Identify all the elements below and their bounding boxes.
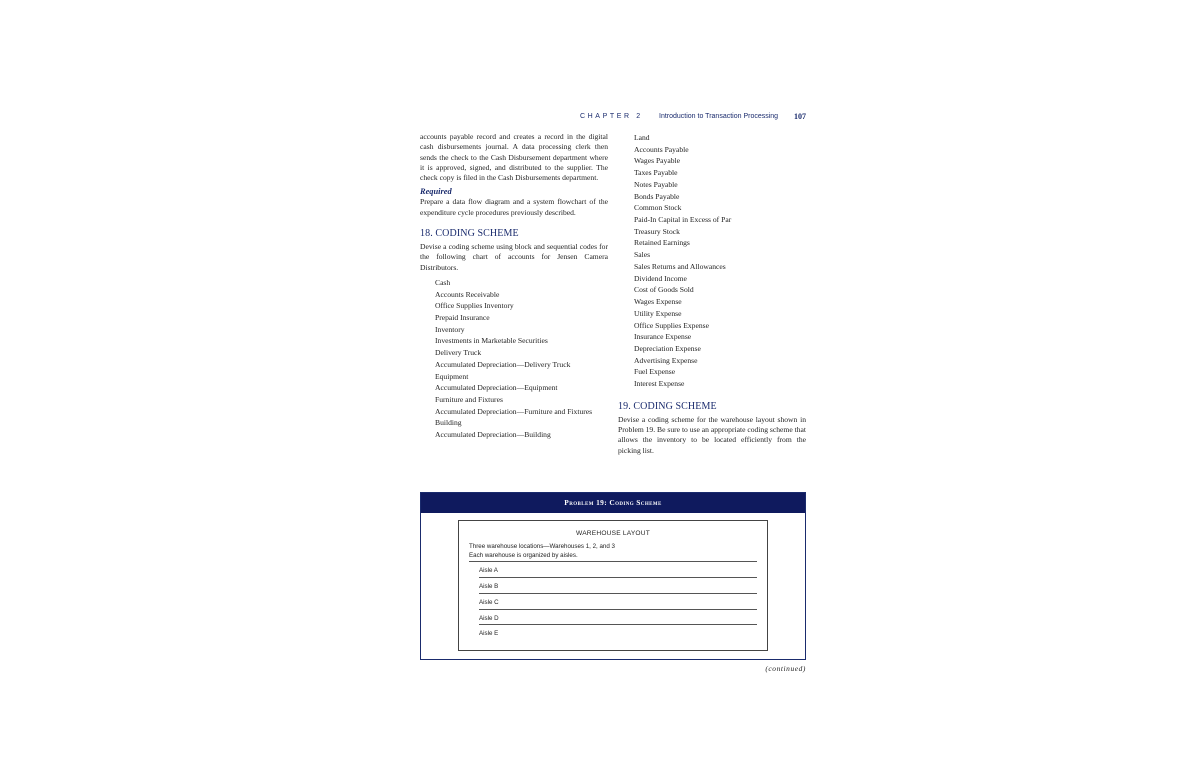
list-item: Dividend Income	[634, 273, 687, 283]
aisle-row: Aisle D	[479, 610, 757, 626]
list-item: Common Stock	[634, 203, 682, 213]
list-item: Insurance Expense	[634, 332, 692, 342]
list-item: Paid-In Capital in Excess of Par	[634, 215, 732, 225]
warehouse-description	[469, 543, 767, 560]
list-item: Interest Expense	[634, 379, 685, 389]
continued-note: (continued)	[765, 664, 806, 673]
section-18-text: Devise a coding scheme using block and sequential codes for the following chart of accounts for Jensen Camera Distributors.	[420, 242, 608, 272]
problem-19-figure	[420, 492, 806, 660]
list-item: Office Supplies Expense	[634, 320, 709, 330]
section-19-heading: 19. CODING SCHEME	[618, 400, 717, 412]
list-item: Advertising Expense	[634, 355, 698, 365]
list-item: Accounts Payable	[634, 144, 689, 154]
list-item: Equipment	[435, 371, 469, 381]
list-item: Treasury Stock	[634, 226, 680, 236]
list-item: Investments in Marketable Securities	[435, 336, 548, 346]
right-column	[618, 132, 806, 456]
list-item: Office Supplies Inventory	[435, 301, 514, 311]
aisle-row: Aisle C	[479, 594, 757, 610]
figure-caption: Problem 19: Coding Scheme	[421, 493, 805, 513]
list-item: Wages Payable	[634, 156, 680, 166]
list-item: Land	[634, 133, 650, 142]
chapter-label: CHAPTER 2	[580, 113, 643, 120]
list-item: Sales	[634, 250, 651, 260]
required-heading: Required	[420, 187, 452, 197]
list-item: Wages Expense	[634, 297, 682, 307]
list-item: Accounts Receivable	[435, 289, 500, 299]
warehouse-desc-line-1: Three warehouse locations—Warehouses 1, 2, and 3	[469, 543, 615, 550]
intro-paragraph: accounts payable record and creates a record in the digital cash disbursements journal. A data processing clerk then sends the check to the Cash Disbursement department where it is approved, signed, and distributed to the supplier. The check copy is filed in the Cash Disbursements department.	[420, 132, 608, 183]
list-item: Cash	[435, 277, 451, 287]
list-item: Utility Expense	[634, 308, 682, 318]
warehouse-desc-line-2: Each warehouse is organized by aisles.	[469, 551, 578, 559]
account-list-left	[420, 277, 608, 441]
list-item: Accumulated Depreciation—Furniture and Fixtures	[435, 406, 593, 416]
required-text: Prepare a data flow diagram and a system flowchart of the expenditure cycle procedures previously described.	[420, 197, 608, 217]
aisle-row: Aisle B	[479, 578, 757, 594]
left-column	[420, 132, 608, 441]
list-item: Inventory	[435, 324, 465, 334]
list-item: Cost of Goods Sold	[634, 285, 694, 295]
list-item: Building	[435, 418, 462, 428]
list-item: Sales Returns and Allowances	[634, 261, 726, 271]
warehouse-layout-title: WAREHOUSE LAYOUT	[576, 530, 650, 537]
list-item: Accumulated Depreciation—Delivery Truck	[435, 359, 571, 369]
list-item: Notes Payable	[634, 179, 678, 189]
aisle-list	[479, 562, 757, 641]
page-number: 107	[794, 112, 806, 121]
list-item: Accumulated Depreciation—Equipment	[435, 383, 558, 393]
list-item: Fuel Expense	[634, 367, 676, 377]
list-item: Retained Earnings	[634, 238, 690, 248]
list-item: Accumulated Depreciation—Building	[435, 430, 551, 440]
aisle-row: Aisle E	[479, 630, 499, 638]
list-item: Prepaid Insurance	[435, 313, 490, 323]
chapter-title: Introduction to Transaction Processing	[659, 113, 779, 120]
list-item: Depreciation Expense	[634, 343, 701, 353]
account-list-right	[618, 132, 806, 390]
list-item: Taxes Payable	[634, 168, 678, 178]
section-18-heading: 18. CODING SCHEME	[420, 228, 519, 240]
list-item: Furniture and Fixtures	[435, 395, 503, 404]
section-19-text: Devise a coding scheme for the warehouse layout shown in Problem 19. Be sure to use an appropriate coding scheme that allows the inventory to be located efficiently from the picking list.	[618, 414, 806, 455]
running-header	[420, 113, 806, 125]
list-item: Bonds Payable	[634, 191, 680, 201]
aisle-row: Aisle A	[479, 562, 757, 578]
list-item: Delivery Truck	[435, 348, 482, 358]
warehouse-layout-box	[458, 520, 768, 651]
